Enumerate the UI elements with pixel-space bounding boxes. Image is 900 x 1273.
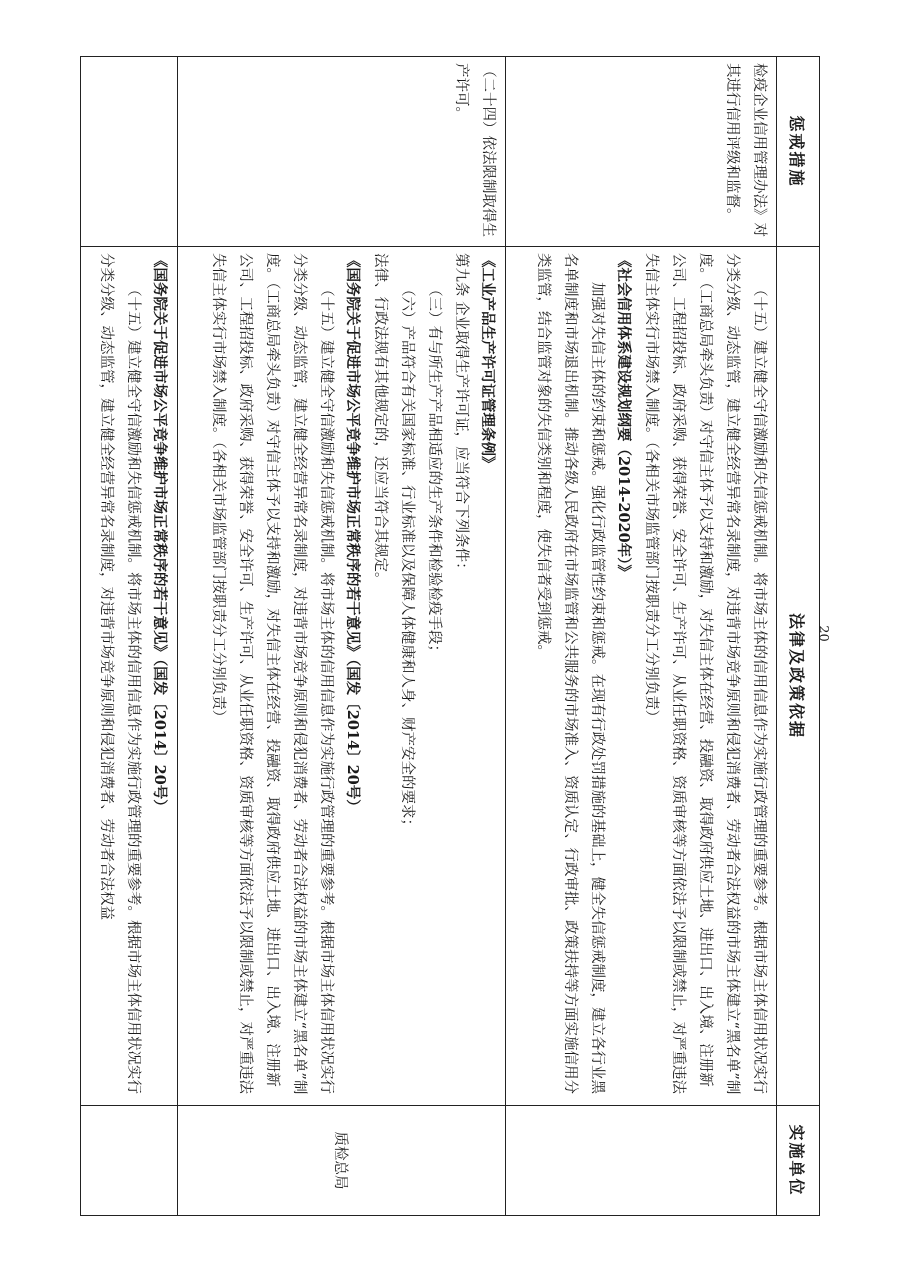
header-measure: 惩戒措施 [777, 57, 820, 247]
measures-table [80, 56, 820, 1216]
page-number: 20 [815, 625, 831, 642]
header-row [777, 57, 820, 1216]
row2-document-title: 《国务院关于促进市场公平竞争维护市场正常秩序的若干意见》（国发〔2014〕20号） [344, 253, 362, 814]
header-basis: 法律及政策依据 [777, 247, 820, 1106]
row2-measure: （二十四）依法限制取得生产许可。 [177, 57, 506, 247]
row1-measure: 检疫企业信用管理办法》对其进行信用评级和监督。 [506, 57, 777, 247]
row3-basis [81, 247, 178, 1106]
row2-document-title: 《工业产品生产许可证管理条例》 [479, 253, 497, 471]
row1-paragraph: （十五）建立健全守信激励和失信惩戒机制。将市场主体的信用信息作为实施行政管理的重要参考。根据市场主体信用状况实行分类分级、动态监管，建立健全经营异常名录制度，对违背市场竞争原则和侵犯消费者、劳动者合法权益的市场主体建立“黑名单”制度。（工商总局牵头负责）对守信主体予以支持和激励，对失信主体在经营、投融资、取得政府供应土地、进出口、出入境、注册新公司、工程招投标、政府采购、获得荣誉、安全许可、生产许可、从业任职资格、资质审核等方面依法予以限制或禁止，对严重违法失信主体实行市场禁入制度。（各相关市场监管部门按职责分工分别负责） [643, 253, 767, 1095]
row2-paragraph: （三）有与所生产产品相适应的生产条件和检验检疫手段； [426, 282, 443, 659]
row3-measure [81, 57, 178, 247]
row1-document-title: 《社会信用体系建设规划纲要（2014-2020年）》 [615, 253, 632, 579]
row2-basis [177, 247, 506, 1106]
table-row [81, 57, 178, 1216]
header-unit: 实施单位 [777, 1106, 820, 1216]
row3-paragraph: （十五）建立健全守信激励和失信惩戒机制。将市场主体的信用信息作为实施行政管理的重要参考。根据市场主体信用状况实行分类分级、动态监管，建立健全经营异常名录制度，对违背市场竞争原则和侵犯消费者、劳动者合法权益 [97, 253, 141, 1094]
row2-paragraph: （六）产品符合有关国家标准、行业标准以及保障人体健康和人身、财产安全的要求； [399, 282, 416, 833]
table-row [177, 57, 506, 1216]
row2-paragraph: 第九条 企业取得生产许可证，应当符合下列条件： [453, 253, 470, 577]
row2-paragraph: 法律、行政法规有其他规定的，还应当符合其规定。 [372, 253, 389, 587]
rotated-table-wrapper [80, 56, 820, 1216]
row1-paragraph: 加强对失信主体的约束和惩戒。强化行政监管性约束和惩戒。在现有行政处罚措施的基础上，健全失信惩戒制度，建立各行业黑名单制度和市场退出机制。推动各级人民政府在市场监管和公共服务的市场准入、资质认定、行政审批、政策扶持等方面实施信用分类监管，结合监管对象的失信类别和程度，使失信者受到惩戒。 [535, 253, 605, 1094]
row3-unit [81, 1106, 178, 1216]
row3-document-title: 《国务院关于促进市场公平竞争维护市场正常秩序的若干意见》（国发〔2014〕20号） [150, 253, 168, 814]
row2-unit: 质检总局 [177, 1106, 506, 1216]
row1-basis [506, 247, 777, 1106]
row1-unit [506, 1106, 777, 1216]
table-row [506, 57, 777, 1216]
row2-paragraph: （十五）建立健全守信激励和失信惩戒机制。将市场主体的信用信息作为实施行政管理的重要参考。根据市场主体信用状况实行分类分级、动态监管，建立健全经营异常名录制度，对违背市场竞争原则和侵犯消费者、劳动者合法权益的市场主体建立“黑名单”制度。（工商总局牵头负责）对守信主体予以支持和激励，对失信主体在经营、投融资、取得政府供应土地、进出口、出入境、注册新公司、工程招投标、政府采购、获得荣誉、安全许可、生产许可、从业任职资格、资质审核等方面依法予以限制或禁止，对严重违法失信主体实行市场禁入制度。（各相关市场监管部门按职责分工分别负责） [210, 253, 335, 1095]
